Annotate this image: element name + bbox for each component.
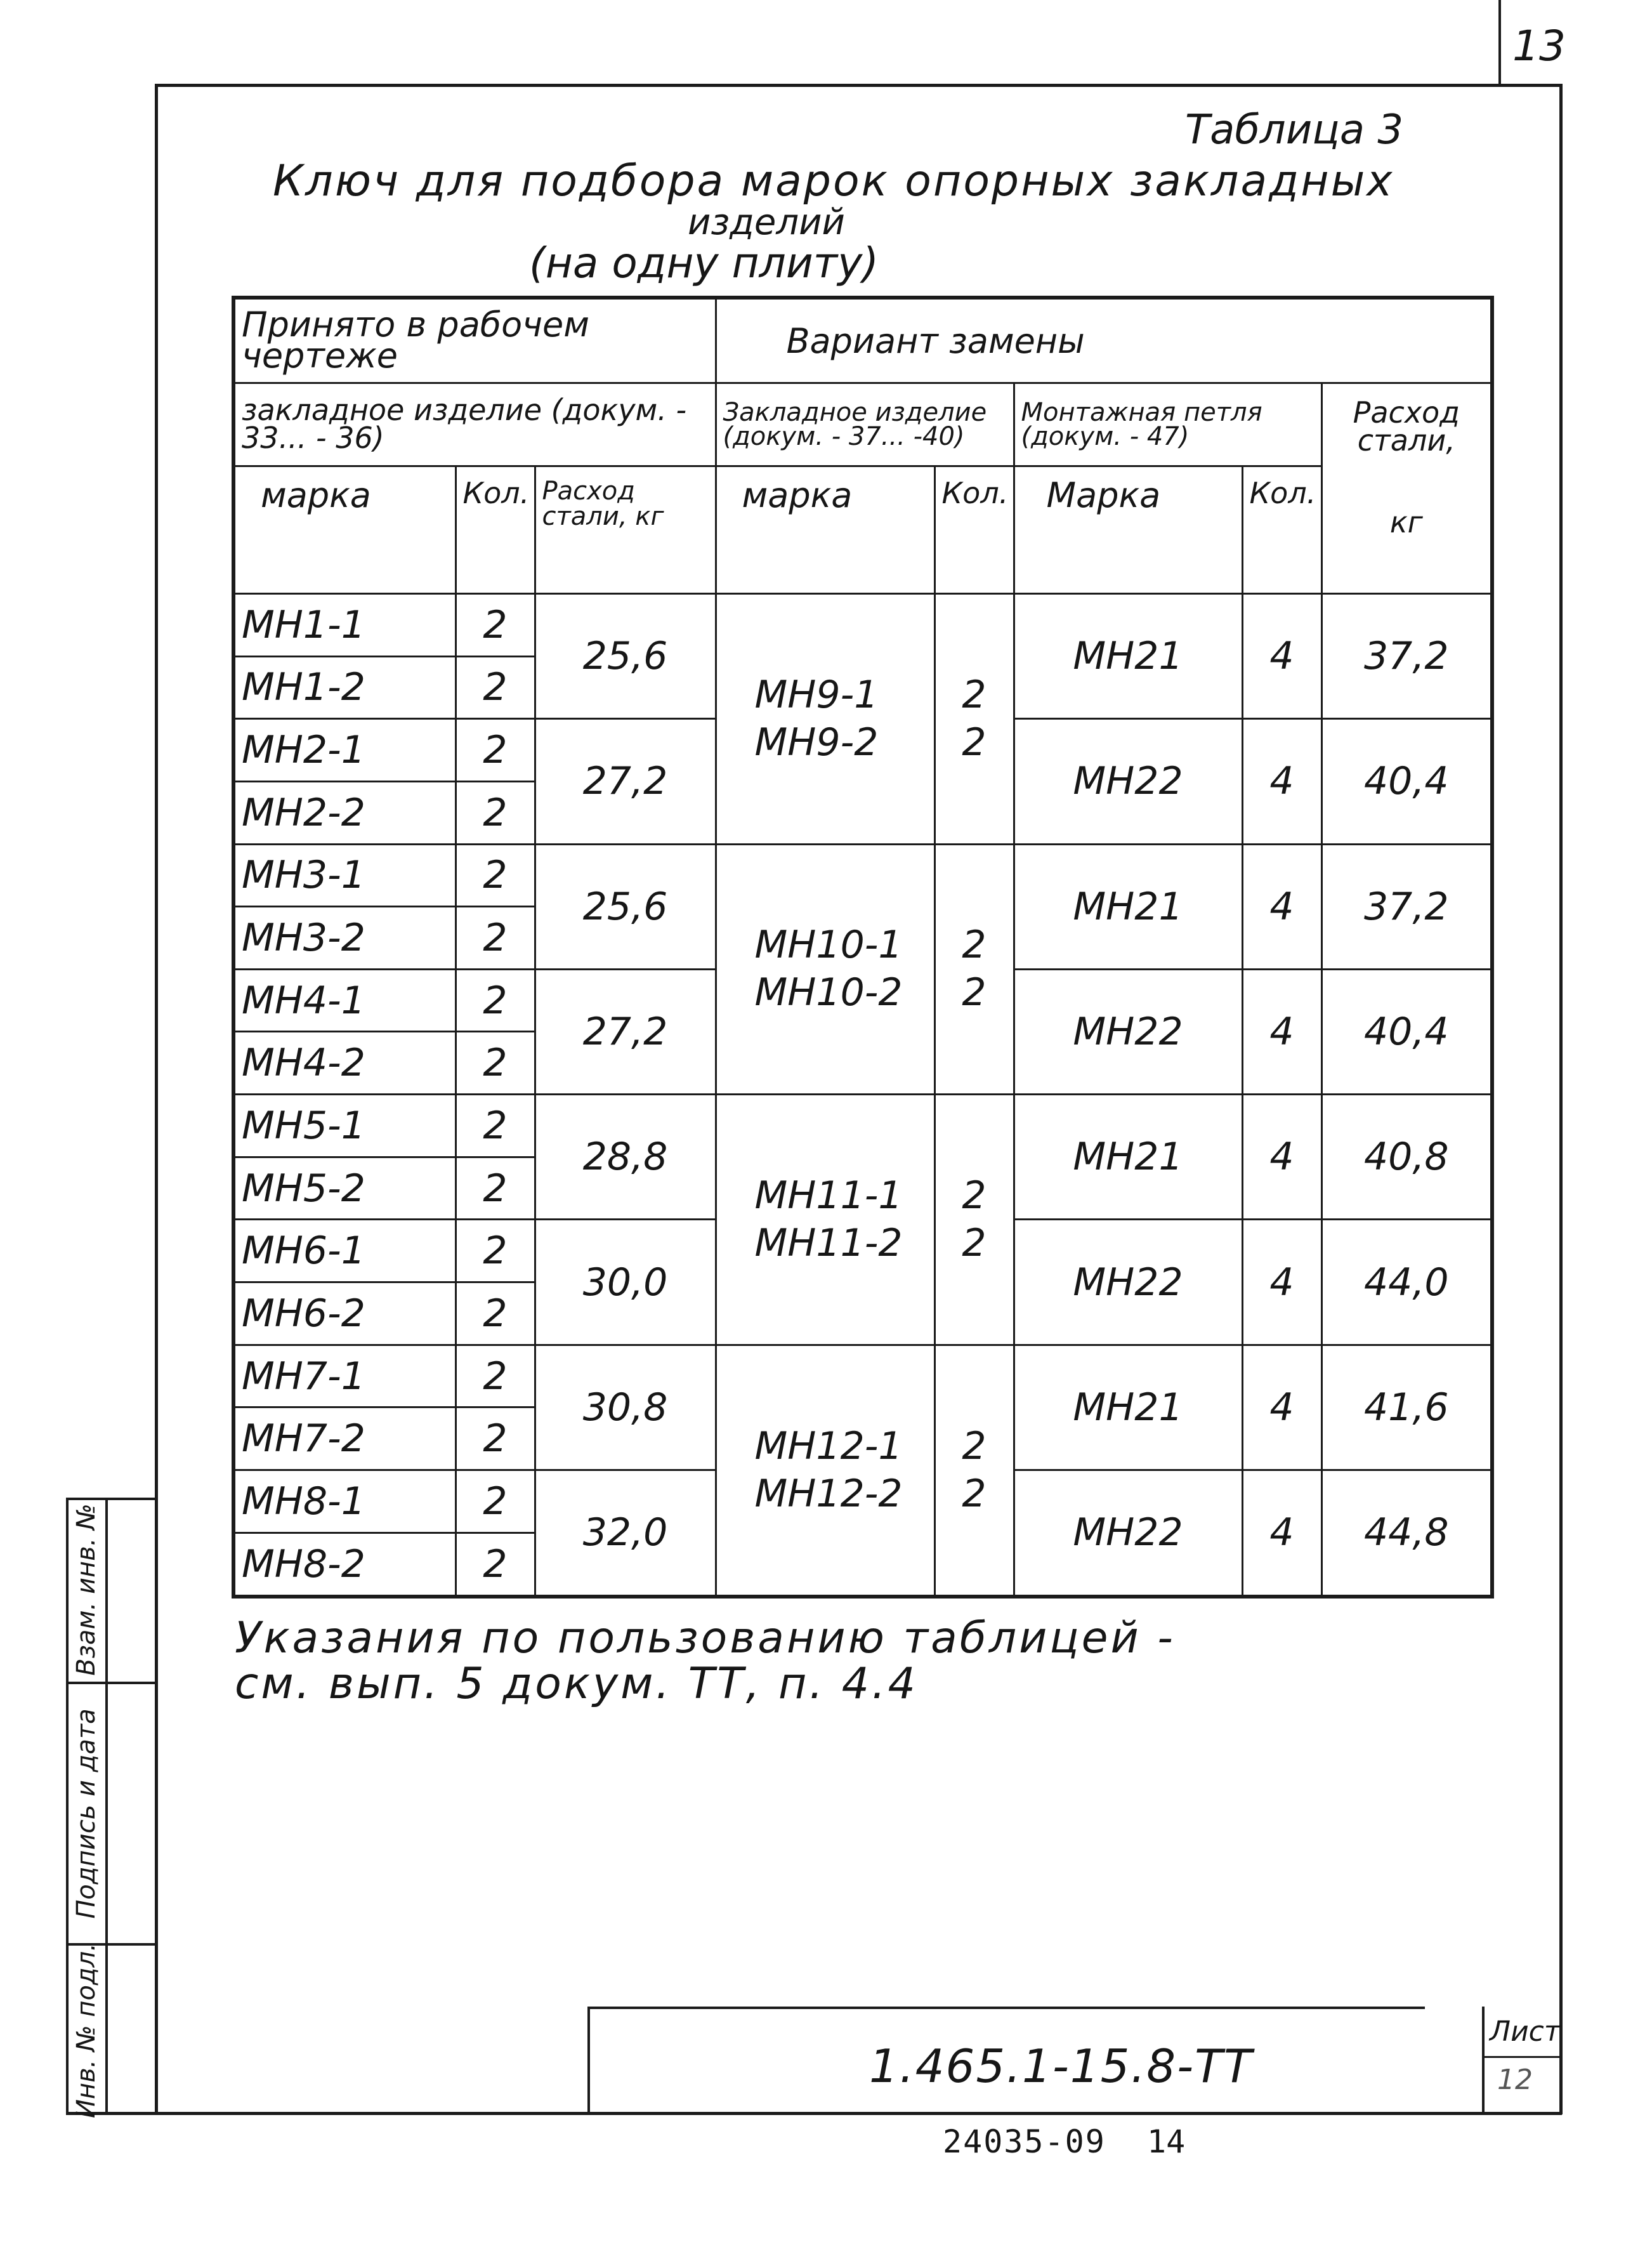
replacement-qty-1: 2 — [962, 1173, 987, 1218]
replacement-qty-1: 2 — [962, 923, 987, 968]
steel-value: 27,2 — [535, 969, 716, 1094]
steel-value: 32,0 — [535, 1470, 716, 1597]
header-embedded-orig: закладное изделие (докум. - 33... - 36) — [233, 383, 716, 466]
replacement-mark-1: МН12-1 — [754, 1423, 903, 1468]
replacement-mark-2: МН11-2 — [754, 1220, 903, 1265]
row-mark: МН8-1 — [233, 1470, 456, 1533]
usage-note-line1: Указания по пользованию таблицей - — [235, 1613, 1176, 1663]
title-block-right — [1482, 2007, 1485, 2114]
row-qty: 2 — [456, 1032, 535, 1095]
header-qty: Кол. — [456, 466, 535, 594]
side-stamp-left — [66, 1498, 69, 2114]
loop-qty: 4 — [1242, 1470, 1321, 1597]
side-stamp-sep1 — [66, 1682, 158, 1684]
row-mark: МН8-2 — [233, 1533, 456, 1597]
table-label: Таблица 3 — [1185, 107, 1404, 154]
loop-steel: 44,0 — [1321, 1220, 1492, 1345]
loop-steel: 41,6 — [1321, 1345, 1492, 1470]
frame-bottom — [66, 2112, 1562, 2115]
row-mark: МН6-2 — [233, 1282, 456, 1345]
row-mark: МН1-2 — [233, 656, 456, 719]
row-mark: МН4-1 — [233, 969, 456, 1032]
row-mark: МН7-2 — [233, 1407, 456, 1470]
replacement-mark-2: МН12-2 — [754, 1471, 903, 1516]
sheet-number: 12 — [1497, 2064, 1533, 2096]
page-number: 13 — [1512, 22, 1566, 70]
steel-value: 28,8 — [535, 1095, 716, 1220]
side-stamp-inner — [105, 1498, 108, 2114]
header-steel-total — [1321, 383, 1492, 594]
side-label-replacement-inv: Взам. инв. № — [72, 1503, 101, 1676]
replacement-mark — [716, 844, 934, 1095]
row-mark: МН5-1 — [233, 1095, 456, 1157]
header-mark: марка — [233, 466, 456, 594]
header-steel-total-unit: кг — [1389, 505, 1423, 540]
row-mark: МН6-1 — [233, 1220, 456, 1282]
header-variant: Вариант замены — [716, 298, 1492, 383]
title-block-left — [587, 2007, 590, 2114]
replacement-qty-1: 2 — [962, 1423, 987, 1468]
replacement-qty — [934, 1095, 1014, 1345]
replacement-mark-1: МН10-1 — [754, 923, 903, 968]
header-mark-new: марка — [716, 466, 934, 594]
title-block-top — [587, 2007, 1425, 2009]
header-steel-total-label: Расход стали, — [1353, 395, 1460, 458]
header-qty-new: Кол. — [934, 466, 1014, 594]
row-mark: МН1-1 — [233, 594, 456, 657]
usage-note-line2: см. вып. 5 докум. ТТ, п. 4.4 — [235, 1659, 918, 1709]
steel-value: 30,8 — [535, 1345, 716, 1470]
row-qty: 2 — [456, 594, 535, 657]
row-mark: МН2-2 — [233, 781, 456, 844]
replacement-qty — [934, 844, 1014, 1095]
replacement-qty-2: 2 — [962, 1471, 987, 1516]
frame-top — [155, 84, 1562, 87]
loop-mark: МН22 — [1014, 1470, 1242, 1597]
header-qty-loop: Кол. — [1242, 466, 1321, 594]
row-qty: 2 — [456, 1407, 535, 1470]
row-qty: 2 — [456, 844, 535, 907]
loop-mark: МН22 — [1014, 719, 1242, 844]
footer-number: 14 — [1147, 2123, 1186, 2160]
row-mark: МН7-1 — [233, 1345, 456, 1407]
replacement-qty — [934, 1345, 1014, 1597]
row-qty: 2 — [456, 1282, 535, 1345]
row-qty: 2 — [456, 1470, 535, 1533]
replacement-qty-2: 2 — [962, 1220, 987, 1265]
loop-steel: 44,8 — [1321, 1470, 1492, 1597]
row-qty: 2 — [456, 1220, 535, 1282]
side-label-signature-date: Подпись и дата — [72, 1708, 101, 1919]
frame-right — [1559, 84, 1563, 2114]
side-stamp-top — [66, 1498, 158, 1500]
loop-qty: 4 — [1242, 1345, 1321, 1470]
header-embedded-new: Закладное изделие (докум. - 37... -40) — [716, 383, 1014, 466]
row-mark: МН3-1 — [233, 844, 456, 907]
row-qty: 2 — [456, 656, 535, 719]
row-qty: 2 — [456, 1345, 535, 1407]
replacement-qty — [934, 594, 1014, 845]
replacement-mark — [716, 1345, 934, 1597]
title-line3: (на одну плиту) — [529, 239, 879, 287]
loop-qty: 4 — [1242, 844, 1321, 969]
loop-qty: 4 — [1242, 1220, 1321, 1345]
replacement-mark-2: МН9-2 — [754, 720, 879, 765]
loop-steel: 40,8 — [1321, 1095, 1492, 1220]
loop-steel: 40,4 — [1321, 719, 1492, 844]
loop-mark: МН22 — [1014, 1220, 1242, 1345]
replacement-qty-1: 2 — [962, 672, 987, 717]
loop-steel: 37,2 — [1321, 844, 1492, 969]
loop-mark: МН21 — [1014, 1345, 1242, 1470]
row-mark: МН4-2 — [233, 1032, 456, 1095]
row-qty: 2 — [456, 1095, 535, 1157]
side-label-inv-number: Инв. № подл. — [72, 1943, 101, 2118]
loop-mark: МН21 — [1014, 1095, 1242, 1220]
frame-left — [155, 84, 158, 2114]
key-table — [232, 296, 1494, 1599]
row-mark: МН2-1 — [233, 719, 456, 782]
steel-value: 30,0 — [535, 1220, 716, 1345]
loop-qty: 4 — [1242, 1095, 1321, 1220]
page-number-divider — [1498, 0, 1501, 84]
steel-value: 27,2 — [535, 719, 716, 844]
steel-value: 25,6 — [535, 844, 716, 969]
row-qty: 2 — [456, 781, 535, 844]
loop-mark: МН22 — [1014, 969, 1242, 1094]
title-block-sheet-sep — [1482, 2056, 1562, 2058]
loop-steel: 40,4 — [1321, 969, 1492, 1094]
steel-value: 25,6 — [535, 594, 716, 719]
header-loop: Монтажная петля (докум. - 47) — [1014, 383, 1321, 466]
row-qty: 2 — [456, 969, 535, 1032]
doc-code: 1.465.1-15.8-ТТ — [869, 2040, 1254, 2093]
loop-steel: 37,2 — [1321, 594, 1492, 719]
footer-code: 24035-09 — [943, 2123, 1106, 2160]
loop-qty: 4 — [1242, 594, 1321, 719]
loop-qty: 4 — [1242, 969, 1321, 1094]
title-line2: изделий — [688, 202, 845, 243]
header-accepted: Принято в рабочем чертеже — [233, 298, 716, 383]
sheet-label: Лист — [1490, 2015, 1561, 2048]
row-mark: МН3-2 — [233, 907, 456, 970]
loop-qty: 4 — [1242, 719, 1321, 844]
row-qty: 2 — [456, 1157, 535, 1220]
replacement-mark — [716, 1095, 934, 1345]
loop-mark: МН21 — [1014, 594, 1242, 719]
replacement-qty-2: 2 — [962, 970, 987, 1015]
replacement-mark-2: МН10-2 — [754, 970, 903, 1015]
replacement-mark-1: МН11-1 — [754, 1173, 903, 1218]
row-qty: 2 — [456, 719, 535, 782]
header-mark-loop: Марка — [1014, 466, 1242, 594]
replacement-mark — [716, 594, 934, 845]
replacement-mark-1: МН9-1 — [754, 672, 879, 717]
row-qty: 2 — [456, 1533, 535, 1597]
replacement-qty-2: 2 — [962, 720, 987, 765]
row-qty: 2 — [456, 907, 535, 970]
row-mark: МН5-2 — [233, 1157, 456, 1220]
title-line1: Ключ для подбора марок опорных закладных — [273, 156, 1394, 206]
header-steel: Расход стали, кг — [535, 466, 716, 594]
loop-mark: МН21 — [1014, 844, 1242, 969]
